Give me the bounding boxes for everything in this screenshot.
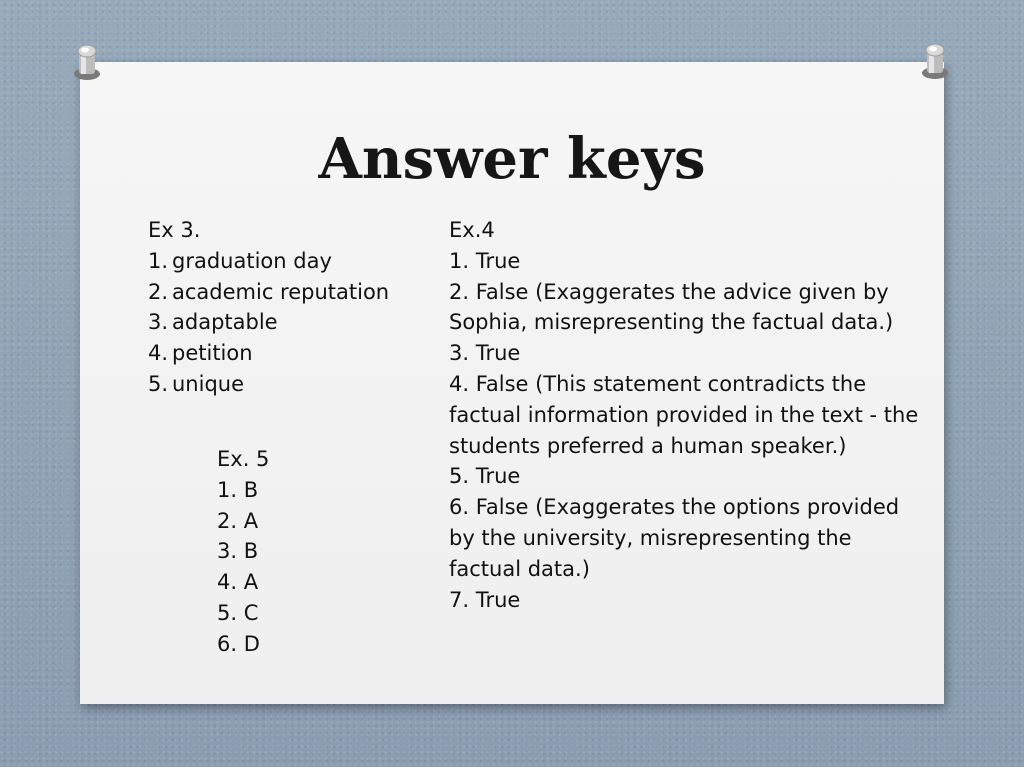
list-item: 1. graduation day	[148, 248, 332, 273]
list-item: 1. B	[217, 477, 259, 502]
answer-line: factual information provided in the text - the	[449, 402, 919, 427]
exercise-4-answers	[449, 215, 934, 615]
answer-line: 1. True	[449, 248, 521, 273]
exercise-3-answers	[148, 215, 389, 400]
answer-line: 3. True	[449, 341, 521, 366]
slide-title: Answer keys	[318, 126, 706, 192]
pushpin-icon	[918, 41, 952, 81]
exercise-5-answers	[217, 444, 269, 660]
answer-line: students preferred a human speaker.)	[449, 433, 847, 458]
answer-line: 7. True	[449, 587, 521, 612]
list-item: 2. A	[217, 508, 259, 533]
exercise-heading: Ex. 5	[217, 447, 270, 471]
answer-line: Sophia, misrepresenting the factual data.)	[449, 310, 894, 335]
list-item: 2. academic reputation	[148, 279, 390, 304]
list-item: 5. unique	[148, 371, 245, 396]
list-item: 3. adaptable	[148, 310, 278, 335]
answer-line: 5. True	[449, 464, 521, 489]
list-item: 4. petition	[148, 341, 253, 366]
exercise-heading: Ex.4	[449, 218, 495, 242]
pushpin-icon	[70, 42, 104, 82]
answer-line: 6. False (Exaggerates the options provided	[449, 495, 900, 520]
answer-line: by the university, misrepresenting the	[449, 525, 852, 550]
answer-line: 2. False (Exaggerates the advice given by	[449, 279, 889, 304]
answer-line: factual data.)	[449, 556, 590, 581]
list-item: 4. A	[217, 570, 259, 595]
answer-line: 4. False (This statement contradicts the	[449, 371, 867, 396]
list-item: 3. B	[217, 539, 259, 564]
exercise-heading: Ex 3.	[148, 218, 201, 242]
list-item: 5. C	[217, 600, 259, 625]
list-item: 6. D	[217, 631, 260, 656]
